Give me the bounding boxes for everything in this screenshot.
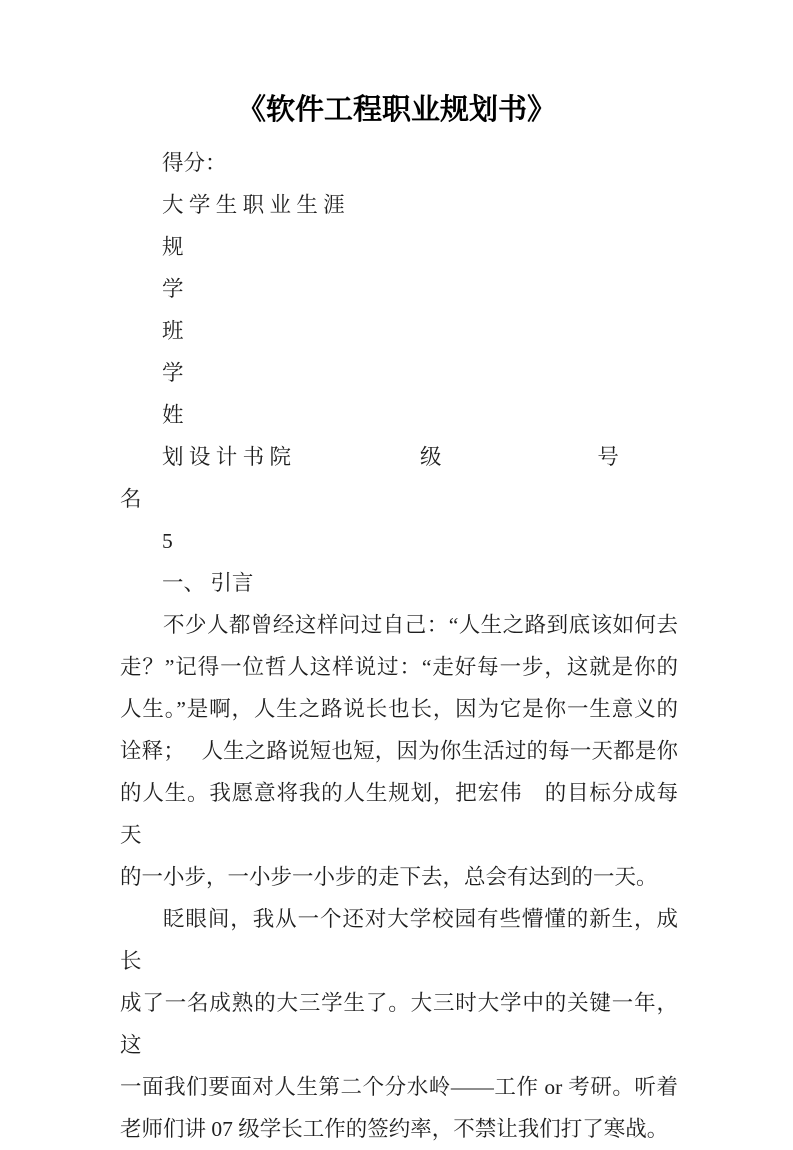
paragraph-line: 一面我们要面对人生第二个分水岭——工作 or 考研。听着 — [120, 1075, 678, 1099]
paragraph-line: 人生。”是啊，人生之路说长也长，因为它是你一生意义的 — [120, 697, 678, 721]
document-body — [120, 142, 678, 1150]
paragraph-line: 眨眼间，我从一个还对大学校园有些懵懂的新生，成长 — [120, 907, 678, 973]
cover-form-line: 大 学 生 职 业 生 涯 — [162, 193, 345, 217]
paragraph-line: 诠释； 人生之路说短也短，因为你生活过的每一天都是你 — [120, 739, 678, 763]
paragraph-line: 走？”记得一位哲人这样说过：“走好每一步，这就是你的 — [120, 655, 678, 679]
cover-form-line: 划 设 计 书 院 级 号 — [162, 445, 619, 469]
cover-form-line: 班 — [162, 319, 184, 343]
document-title: 《软件工程职业规划书》 — [236, 94, 556, 126]
cover-form-line: 学 — [162, 277, 184, 301]
score-label: 得分： — [162, 151, 227, 175]
cover-form-line: 姓 — [162, 403, 184, 427]
section-heading: 一、 引言 — [162, 571, 254, 595]
paragraph-line: 成了一名成熟的大三学生了。大三时大学中的关键一年，这 — [120, 991, 678, 1057]
paragraph-intro-1 — [120, 604, 678, 898]
cover-form-line: 规 — [162, 235, 184, 259]
cover-form-line: 名 — [120, 487, 142, 511]
paragraph-line: 不少人都曾经这样问过自己：“人生之路到底该如何去 — [163, 613, 678, 637]
paragraph-line: 的一小步，一小步一小步的走下去，总会有达到的一天。 — [120, 865, 658, 889]
cover-form — [120, 184, 678, 562]
cover-form-line: 学 — [162, 361, 184, 385]
paragraph-intro-2 — [120, 898, 678, 1150]
cover-form-line: 5 — [162, 529, 173, 553]
paragraph-line: 的人生。我愿意将我的人生规划，把宏伟 的目标分成每天 — [120, 781, 678, 847]
paragraph-line: 老师们讲 07 级学长工作的签约率，不禁让我们打了寒战。 — [120, 1117, 669, 1141]
